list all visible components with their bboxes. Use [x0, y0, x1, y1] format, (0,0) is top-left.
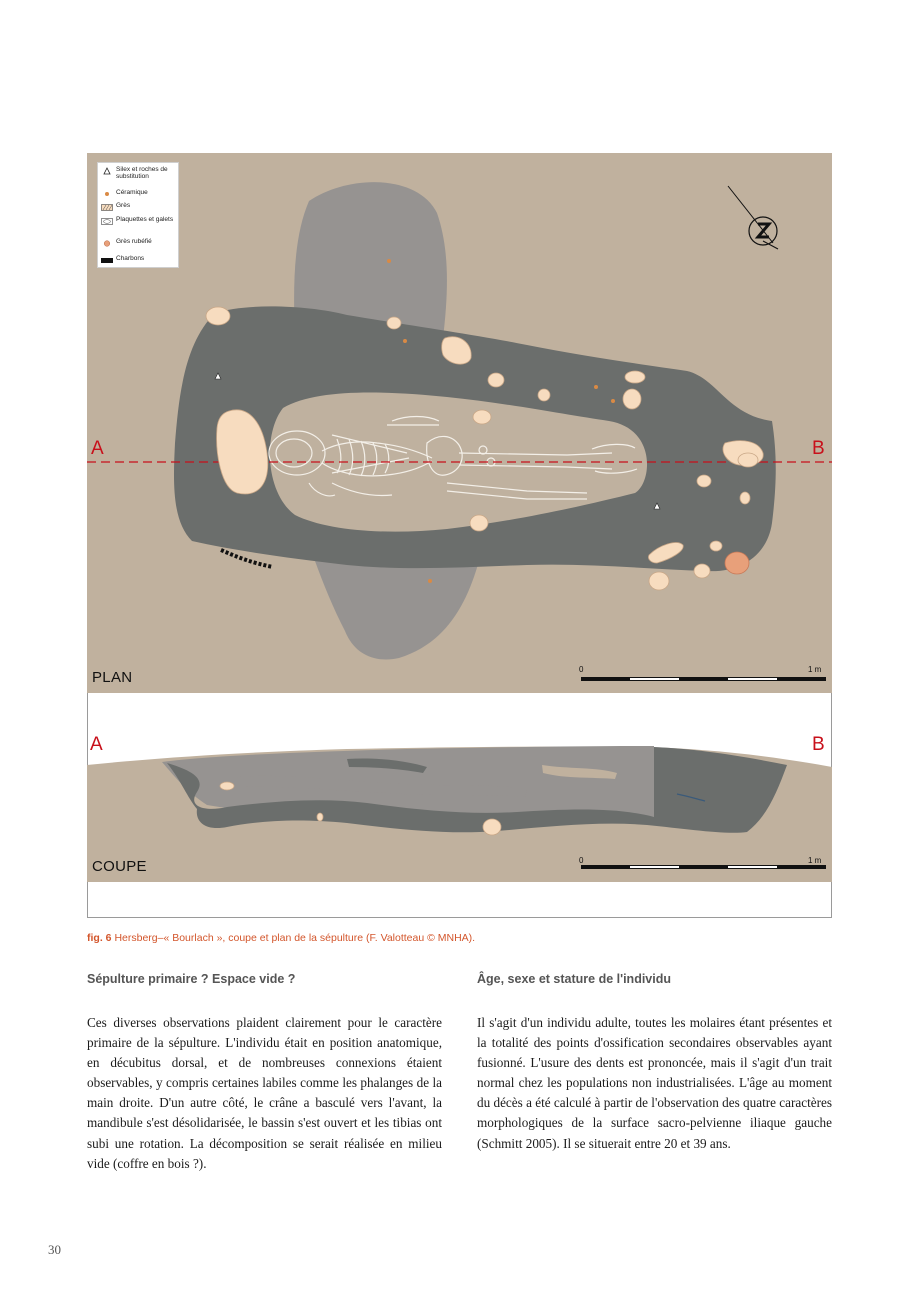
figure-caption-label: fig. 6: [87, 932, 112, 944]
legend-label: Céramique: [116, 189, 148, 196]
right-column-paragraph: Il s'agit d'un individu adulte, toutes les molaires étant présentes et la totalité des points d'ossification secondaires observables ayant fusionné. L'usure des dents est prononcée, mais il s'agit d'un trait normal chez les populations non industrialisées. L'âge au moment du décès a été calculé à partir de l'observation des quatre caractères morphologiques de la surface sacro-pelvienne iliaque gauche (Schmitt 2005). Il se situerait entre 20 et 39 ans.: [477, 1015, 832, 1151]
plan-section-start-label: A: [91, 438, 104, 459]
left-column-heading: Sépulture primaire ? Espace vide ?: [87, 972, 296, 986]
figure-caption-text: Hersberg–« Bourlach », coupe et plan de la sépulture (F. Valotteau © MNHA).: [114, 932, 476, 944]
left-column-paragraph: Ces diverses observations plaident clairement pour le caractère primaire de la sépulture. L'individu était en position anatomique, en décubitus dorsal, et de nombreuses connexions étaient observables, y compris certaines labiles comme les phalanges de la main droite. D'un autre côté, le crâne a basculé vers l'avant, la mandibule s'est désolidarisée, le bassin s'est ouvert et les tibias ont subi une rotation. La décomposition se serait réalisée en milieu vide (coffre en bois ?).: [87, 1015, 442, 1171]
legend-item: [101, 217, 178, 225]
plan-drawing: [87, 153, 832, 693]
coupe-scale-bar: [581, 865, 826, 869]
coupe-scale-start: 0: [579, 856, 584, 865]
plan-title: PLAN: [92, 669, 133, 686]
charcoal-icon: [101, 256, 113, 264]
legend-item: [101, 239, 178, 247]
page-number: 30: [48, 1242, 61, 1257]
plan-scale-bar: [581, 677, 826, 681]
coupe-scale-end: 1 m: [808, 856, 822, 865]
legend: [97, 162, 179, 268]
right-column-heading: Âge, sexe et stature de l'individu: [477, 972, 672, 986]
plan-scale-start: 0: [579, 665, 584, 674]
pebble-icon: [101, 217, 113, 225]
legend-item: [101, 256, 178, 264]
legend-item: [101, 167, 178, 181]
legend-label: Grès: [116, 202, 131, 209]
coupe-section-end-label: B: [812, 734, 825, 755]
figure-caption: [87, 932, 475, 944]
legend-label: Silex et roches de substitution: [116, 166, 168, 180]
legend-item: [101, 203, 178, 211]
red-sandstone: [725, 552, 749, 574]
legend-label: Grès rubéfié: [116, 238, 152, 245]
coupe-title: COUPE: [92, 858, 147, 875]
flint-triangle-icon: [101, 167, 113, 175]
coupe-drawing: [87, 697, 832, 882]
legend-label: Plaquettes et galets: [116, 216, 174, 223]
ceramic-dot-icon: [101, 190, 113, 198]
plan-scale-end: 1 m: [808, 665, 822, 674]
legend-label: Charbons: [116, 255, 145, 262]
coupe-section-start-label: A: [90, 734, 103, 755]
legend-item: [101, 190, 178, 198]
plan-section-end-label: B: [812, 438, 825, 459]
sandstone-hatch-icon: [101, 203, 113, 211]
red-sandstone-icon: [101, 239, 113, 247]
